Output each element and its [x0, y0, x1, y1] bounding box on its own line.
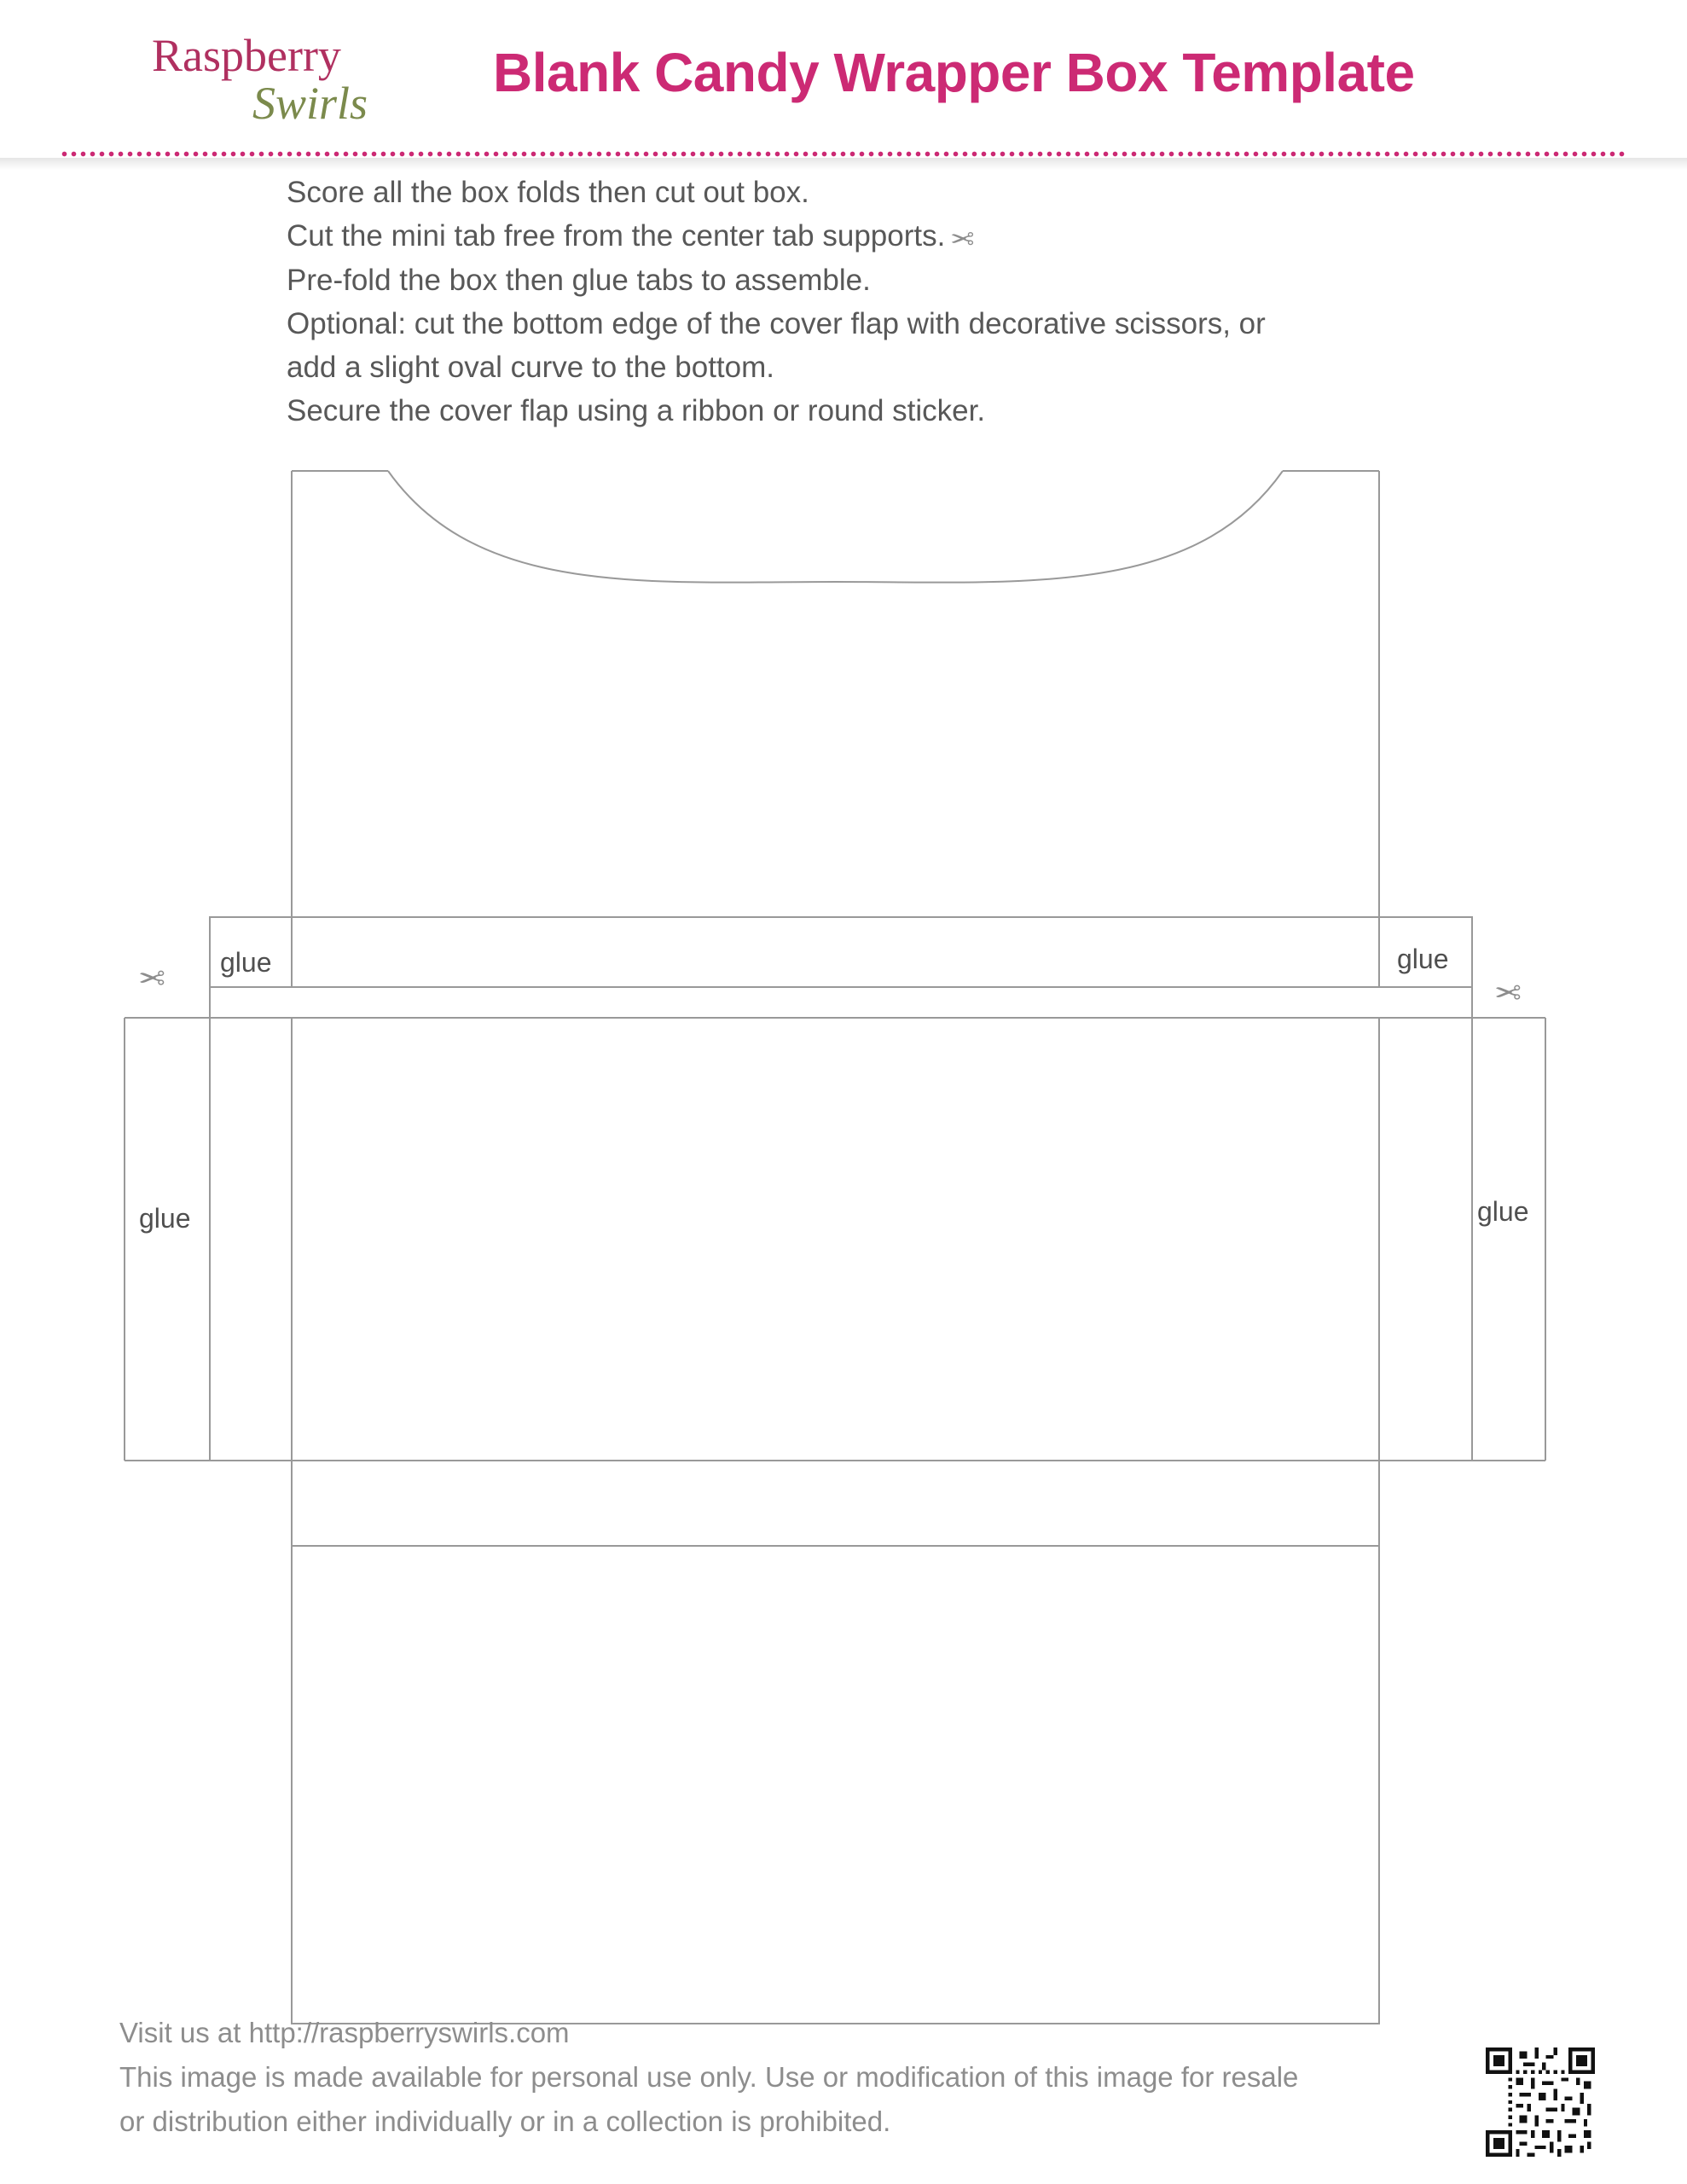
- instruction-line: [287, 214, 1395, 258]
- instruction-line: [287, 302, 1395, 346]
- glue-label-right: glue: [1477, 1196, 1529, 1227]
- instruction-line: [287, 346, 1395, 389]
- page-title: Blank Candy Wrapper Box Template: [493, 42, 1415, 103]
- instruction-line: [287, 258, 1395, 302]
- header-divider: [60, 150, 1627, 158]
- instruction-text: Secure the cover flap using a ribbon or round sticker.: [287, 394, 986, 427]
- page-header: [0, 0, 1687, 149]
- instruction-line: [287, 171, 1395, 214]
- glue-label-left: glue: [139, 1203, 191, 1234]
- instructions-block: [287, 171, 1395, 433]
- header-shadow: [0, 158, 1687, 170]
- glue-label-top-right: glue: [1397, 944, 1449, 974]
- glue-label-top-left: glue: [220, 947, 272, 978]
- instruction-text: Pre-fold the box then glue tabs to assemble.: [287, 264, 871, 297]
- scissors-icon: ✂: [1494, 976, 1522, 1012]
- instruction-line: [287, 389, 1395, 433]
- footer-legal-line-1: This image is made available for personal use only. Use or modification of this image for resale: [119, 2061, 1299, 2093]
- scissors-icon: ✂: [138, 961, 165, 997]
- footer-legal-line-2: or distribution either individually or in a collection is prohibited.: [119, 2106, 891, 2137]
- instruction-text: Score all the box folds then cut out box.: [287, 176, 809, 209]
- footer-visit-link[interactable]: Visit us at http://raspberryswirls.com: [119, 2017, 570, 2048]
- qr-code-icon: [1486, 2048, 1595, 2157]
- brand-name-primary: Raspberry: [152, 30, 341, 81]
- instruction-text: add a slight oval curve to the bottom.: [287, 351, 774, 384]
- instruction-text: Cut the mini tab free from the center tab supports.: [287, 219, 946, 253]
- page-footer: [119, 2013, 1484, 2141]
- scissors-icon: ✂: [950, 224, 975, 256]
- brand-name-secondary: Swirls: [252, 78, 368, 129]
- instruction-text: Optional: cut the bottom edge of the cover flap with decorative scissors, or: [287, 307, 1266, 340]
- brand-logo: [152, 24, 442, 143]
